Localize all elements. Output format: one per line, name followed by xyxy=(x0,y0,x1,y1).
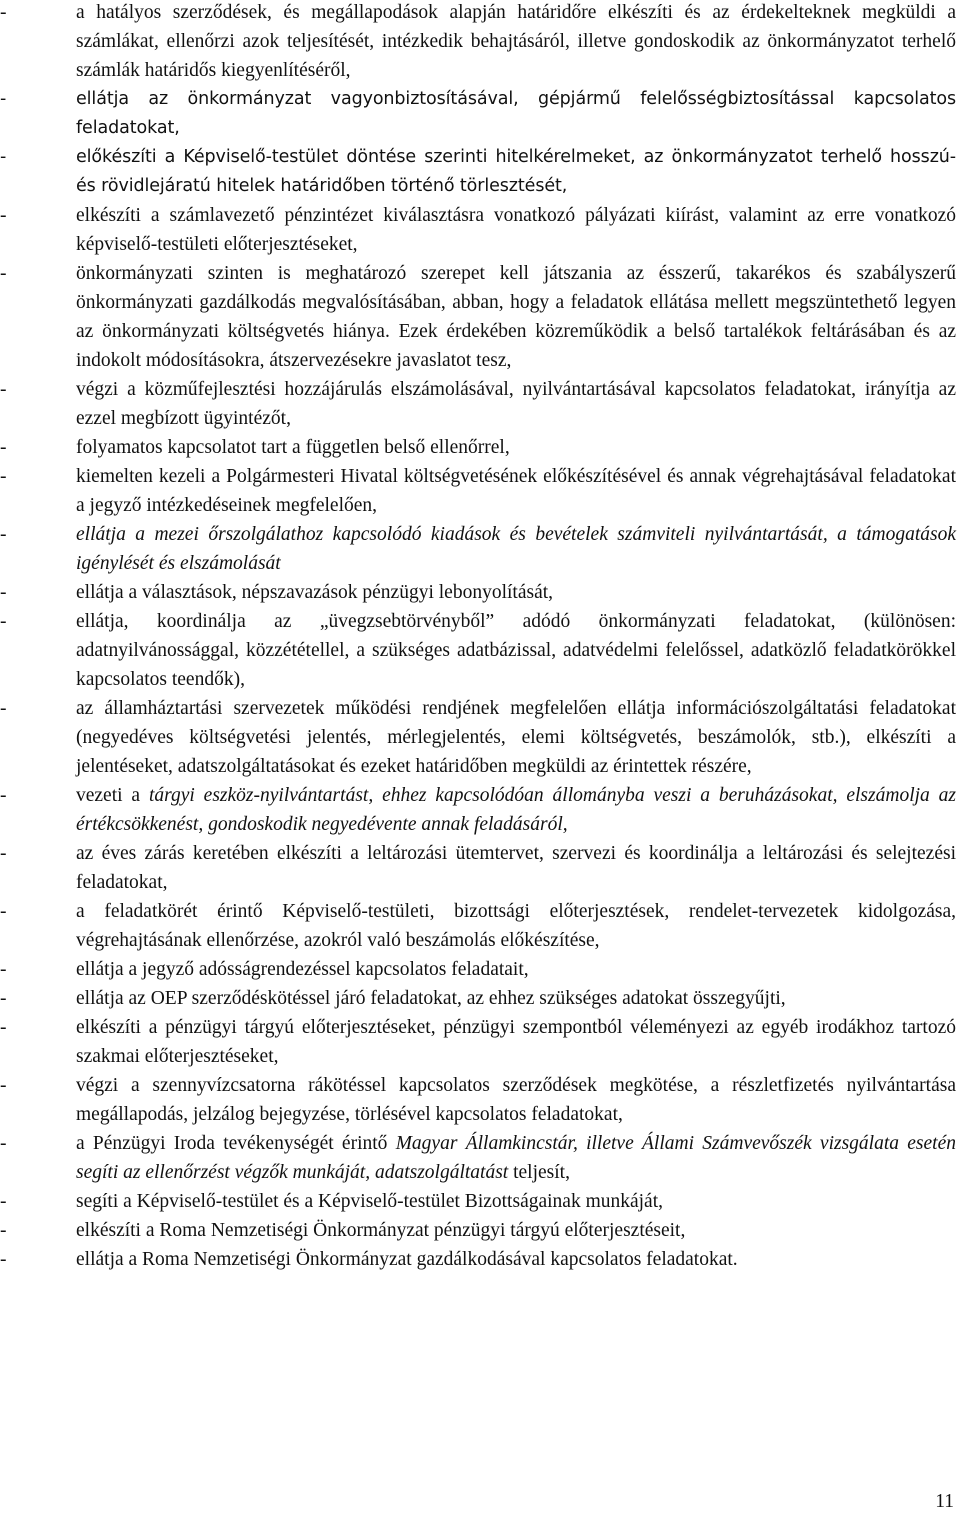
list-item xyxy=(0,839,960,897)
list-bullet: - xyxy=(0,205,7,226)
list-bullet: - xyxy=(0,89,7,109)
list-bullet: - xyxy=(0,437,7,458)
list-item xyxy=(0,1187,960,1216)
list-bullet: - xyxy=(0,1191,7,1212)
list-item-text: ellátja a jegyző adósságrendezéssel kapcsolatos feladatait, xyxy=(76,959,529,980)
list-bullet: - xyxy=(0,959,7,980)
list-item xyxy=(0,1129,960,1187)
list-item xyxy=(0,984,960,1013)
list-bullet: - xyxy=(0,698,7,719)
list-bullet: - xyxy=(0,466,7,487)
list-item xyxy=(0,1013,960,1071)
list-item xyxy=(0,201,960,259)
list-item-text: ellátja a választások, népszavazások pénzügyi lebonyolítását, xyxy=(76,582,554,603)
list-bullet: - xyxy=(0,1133,7,1154)
list-item-text: a hatályos szerződések, és megállapodások alapján határidőre elkészíti és az érdekelteknek megküldi a számlákat, ellenőrzi azok teljesítését, intézkedik behajtásáról, illetve gondoskodik az önkormányzatot terhelő számlák határidős kiegyenlítéséről, xyxy=(76,2,956,81)
list-item-text: elkészíti a Roma Nemzetiségi Önkormányzat pénzügyi tárgyú előterjesztéseit, xyxy=(76,1220,686,1241)
list-bullet: - xyxy=(0,147,7,167)
list-bullet: - xyxy=(0,1075,7,1096)
list-bullet: - xyxy=(0,2,7,23)
list-bullet: - xyxy=(0,582,7,603)
list-item-text: a feladatkörét érintő Képviselő-testületi, bizottsági előterjesztések, rendelet-tervezetek kidolgozása, végrehajtásának ellenőrzése, azokról való beszámolás előkészítése, xyxy=(76,901,956,951)
list-bullet: - xyxy=(0,901,7,922)
list-bullet: - xyxy=(0,988,7,1009)
list-bullet: - xyxy=(0,611,7,632)
list-item xyxy=(0,433,960,462)
list-bullet: - xyxy=(0,524,7,545)
list-item xyxy=(0,1245,960,1274)
list-item-text: Magyar Államkincstár, illetve Állami Számvevőszék vizsgálata esetén segíti az ellenőrzést végzők munkáját, adatszolgáltatást xyxy=(76,1133,956,1183)
list-item-text: ellátja az önkormányzat vagyonbiztosításával, gépjármű felelősségbiztosítással kapcsolatos feladatokat, xyxy=(76,89,956,138)
list-item-text: előkészíti a Képviselő-testület döntése szerinti hitelkérelmeket, az önkormányzatot terhelő hosszú- és rövidlejáratú hitelek határidőben történő törlesztését, xyxy=(76,147,956,196)
list-bullet: - xyxy=(0,1249,7,1270)
list-item xyxy=(0,259,960,375)
list-item xyxy=(0,607,960,694)
list-item xyxy=(0,85,960,143)
list-item-text: önkormányzati szinten is meghatározó szerepet kell játszania az ésszerű, takarékos és szabályszerű önkormányzati gazdálkodás megvalósításában, abban, hogy a feladatok ellátása mellett megszüntethető legyen az önkormányzati költségvetés hiánya. Ezek érdekében közreműködik a belső tartalékok feltárásában és az indokolt módosításokra, átszervezésekre javaslatot tesz, xyxy=(76,263,956,371)
list-item-text: segíti a Képviselő-testület és a Képviselő-testület Bizottságainak munkáját, xyxy=(76,1191,664,1212)
list-bullet: - xyxy=(0,785,7,806)
list-item xyxy=(0,520,960,578)
list-bullet: - xyxy=(0,843,7,864)
list-item-text: ellátja a mezei őrszolgálathoz kapcsolódó kiadások és bevételek számviteli nyilvántartását, a támogatások igénylését és elszámolását xyxy=(76,524,956,574)
list-item-text: elkészíti a számlavezető pénzintézet kiválasztásra vonatkozó pályázati kiírást, valamint az erre vonatkozó képviselő-testületi előterjesztéseket, xyxy=(76,205,956,255)
list-item-text: elkészíti a pénzügyi tárgyú előterjesztéseket, pénzügyi szempontból véleményezi az egyéb irodákhoz tartozó szakmai előterjesztéseket, xyxy=(76,1017,956,1067)
list-item xyxy=(0,375,960,433)
list-bullet: - xyxy=(0,263,7,284)
list-item-text: az államháztartási szervezetek működési rendjének megfelelően ellátja információszolgáltatási feladatokat (negyedéves költségvetési jelentés, mérlegjelentés, elemi költségvetés, beszámolók, stb.), elkészíti a jelentéseket, adatszolgáltatásokat és ezeket határidőben megküldi az érintettek részére, xyxy=(76,698,956,777)
list-item-text: a Pénzügyi Iroda tevékenységét érintő xyxy=(76,1133,396,1154)
list-item-text: ellátja a Roma Nemzetiségi Önkormányzat gazdálkodásával kapcsolatos feladatokat. xyxy=(76,1249,738,1270)
list-item xyxy=(0,1216,960,1245)
list-bullet: - xyxy=(0,1017,7,1038)
list-item-text: végzi a közműfejlesztési hozzájárulás elszámolásával, nyilvántartásával kapcsolatos feladatokat, irányítja az ezzel megbízott ügyintézőt, xyxy=(76,379,956,429)
list-item-text: teljesít, xyxy=(508,1162,570,1183)
page-number: 11 xyxy=(935,1491,954,1512)
list-item-text: tárgyi eszköz-nyilvántartást, ehhez kapcsolódóan állományba veszi a beruházásokat, elszámolja az értékcsökkenést, gondoskodik negyedévente annak feladásáról, xyxy=(76,785,956,835)
list-item xyxy=(0,781,960,839)
list-item xyxy=(0,0,960,85)
list-bullet: - xyxy=(0,1220,7,1241)
list-item xyxy=(0,1071,960,1129)
list-item xyxy=(0,578,960,607)
list-item-text: ellátja, koordinálja az „üvegzsebtörvényből” adódó önkormányzati feladatokat, (különösen: adatnyilvánossággal, közzététellel, a szükséges adatbázissal, adatvédelmi felelőssel, adatközlő feladatkörökkel kapcsolatos teendők), xyxy=(76,611,956,690)
list-item-text: végzi a szennyvízcsatorna rákötéssel kapcsolatos szerződések megkötése, a részletfizetés nyilvántartása megállapodás, jelzálog bejegyzése, törlésével kapcsolatos feladatokat, xyxy=(76,1075,956,1125)
list-item xyxy=(0,143,960,201)
list-item-text: az éves zárás keretében elkészíti a leltározási ütemtervet, szervezi és koordinálja a leltározási és selejtezési feladatokat, xyxy=(76,843,956,893)
list-bullet: - xyxy=(0,379,7,400)
list-item-text: folyamatos kapcsolatot tart a független belső ellenőrrel, xyxy=(76,437,510,458)
list-item xyxy=(0,462,960,520)
list-item-text: kiemelten kezeli a Polgármesteri Hivatal költségvetésének előkészítésével és annak végrehajtásával feladatokat a jegyző intézkedéseinek megfelelően, xyxy=(76,466,956,516)
list-item xyxy=(0,694,960,781)
list-item xyxy=(0,897,960,955)
list-item xyxy=(0,955,960,984)
list-item-text: vezeti a xyxy=(76,785,149,806)
list-item-text: ellátja az OEP szerződéskötéssel járó feladatokat, az ehhez szükséges adatokat összegyűjti, xyxy=(76,988,786,1009)
